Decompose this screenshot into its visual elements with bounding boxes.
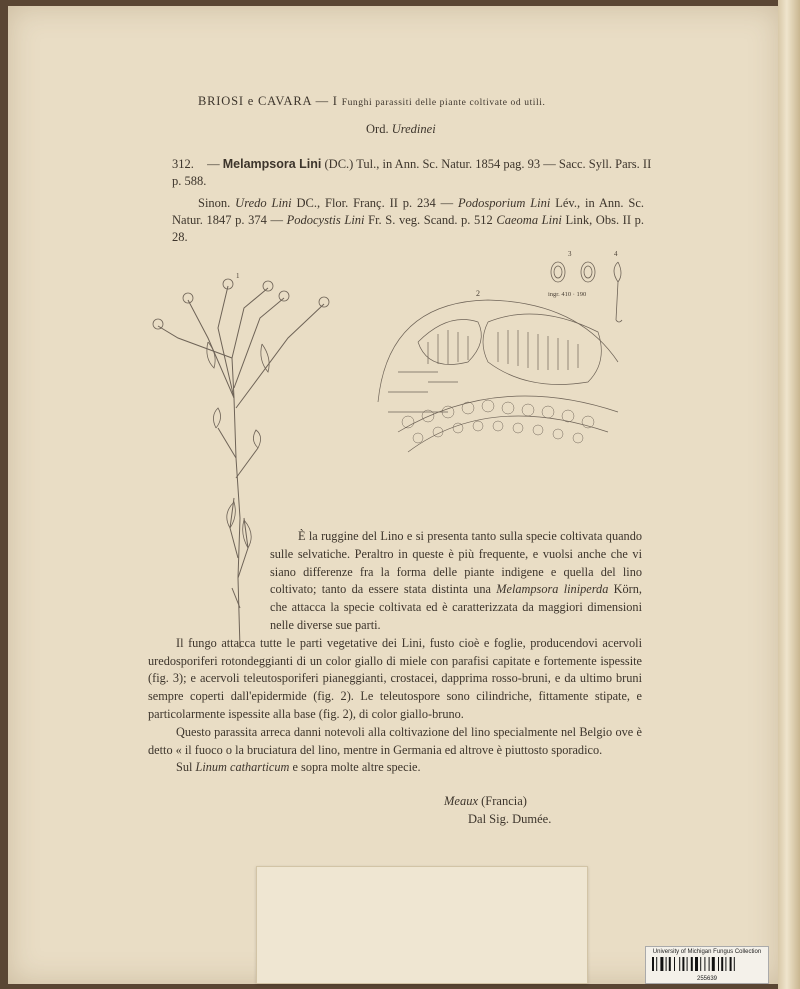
fig-label-2: 2 bbox=[476, 289, 480, 298]
printed-page bbox=[148, 82, 652, 810]
fig-label-1: 1 bbox=[236, 272, 240, 280]
header-authors: BRIOSI e CAVARA bbox=[198, 94, 312, 108]
barcode-label bbox=[645, 946, 769, 984]
magnification-label: ingr. 410 · 190 bbox=[548, 291, 587, 298]
species-citation: (DC.) Tul., in Ann. Sc. Natur. 1854 pag. 93 — Sacc. Syll. Pars. II p. 588. bbox=[172, 157, 652, 188]
barcode-number: 255639 bbox=[696, 976, 718, 982]
spore-illustration bbox=[544, 250, 634, 332]
collector: Dal Sig. Dumée. bbox=[468, 812, 552, 826]
paragraph-3: Questo parassita arreca danni notevoli alla coltivazione del lino specialmente nel Belgio ove è detto « il fuoco o la bruciatura del lino, mentre in Germania ed altrove è piuttosto sporadico. bbox=[148, 724, 642, 757]
synonymy-paragraph: Sinon. Uredo Lini DC., Flor. Franç. II p. 234 — Podosporium Lini Lév., in Ann. Sc. Natur. 1847 p. 374 — Podocystis Lini Fr. S. veg. Scand. p. 512 Caeoma Lini Link, Obs. II p. 28. bbox=[172, 196, 645, 244]
fig-label-4: 4 bbox=[614, 250, 618, 258]
barcode-title: University of Michigan Fungus Collection bbox=[652, 949, 762, 955]
page-header: BRIOSI e CAVARA — I Funghi parassiti delle piante coltivate od utili. bbox=[198, 94, 546, 108]
paragraph-4: Sul Linum catharticum e sopra molte altre specie. bbox=[176, 760, 421, 775]
specimen-packet bbox=[256, 866, 588, 984]
paragraph-2: Il fungo attacca tutte le parti vegetative dei Lini, fusto cioè e foglie, producendovi acervoli uredosporiferi rotondeggianti di un color giallo di miele con parafisi capitate e fortemente ispessite (fig. 3); e acervoli teleutosporiferi pianeggianti, crostacei, dapprima rosso-bruni, e da ultimo bruni sempre coperti dall'epidermide (fig. 2). Le teleutospore sono cilindriche, fittamente stipate, e particolarmente ispessite alla base (fig. 2), di color giallo-bruno. bbox=[148, 635, 642, 721]
order-name: Uredinei bbox=[391, 122, 436, 136]
species-name: Melampsora Lini bbox=[222, 157, 322, 171]
locality-place: Meaux bbox=[444, 794, 479, 808]
fig-label-3: 3 bbox=[568, 250, 572, 258]
sheet-edge bbox=[778, 0, 800, 989]
species-entry: 312. — Melampsora Lini (DC.) Tul., in Ann. Sc. Natur. 1854 pag. 93 — Sacc. Syll. Pars. II p. 588. bbox=[172, 157, 652, 188]
paragraph-1: È la ruggine del Lino e si presenta tanto sulla specie coltivata quando sulle selvatiche. Peraltro in queste è più frequente, e vuolsi anche che vi siano differenze fra la forma delle piante indigene e quella del lino coltivato; tanto da essere stata distinta una Melampsora liniperda Körn, che attacca la specie coltivata ed è caratterizzata da maggiori dimensioni nelle diverse sue parti. bbox=[270, 529, 642, 632]
description-text bbox=[148, 528, 642, 777]
locality-country: (Francia) bbox=[478, 794, 527, 808]
header-title: Funghi parassiti delle piante coltivate od utili. bbox=[341, 98, 546, 108]
order-line: Ord. Uredinei bbox=[366, 122, 436, 136]
locality-block bbox=[444, 792, 551, 828]
barcode-bars bbox=[650, 957, 764, 971]
entry-number: 312. bbox=[172, 157, 194, 171]
